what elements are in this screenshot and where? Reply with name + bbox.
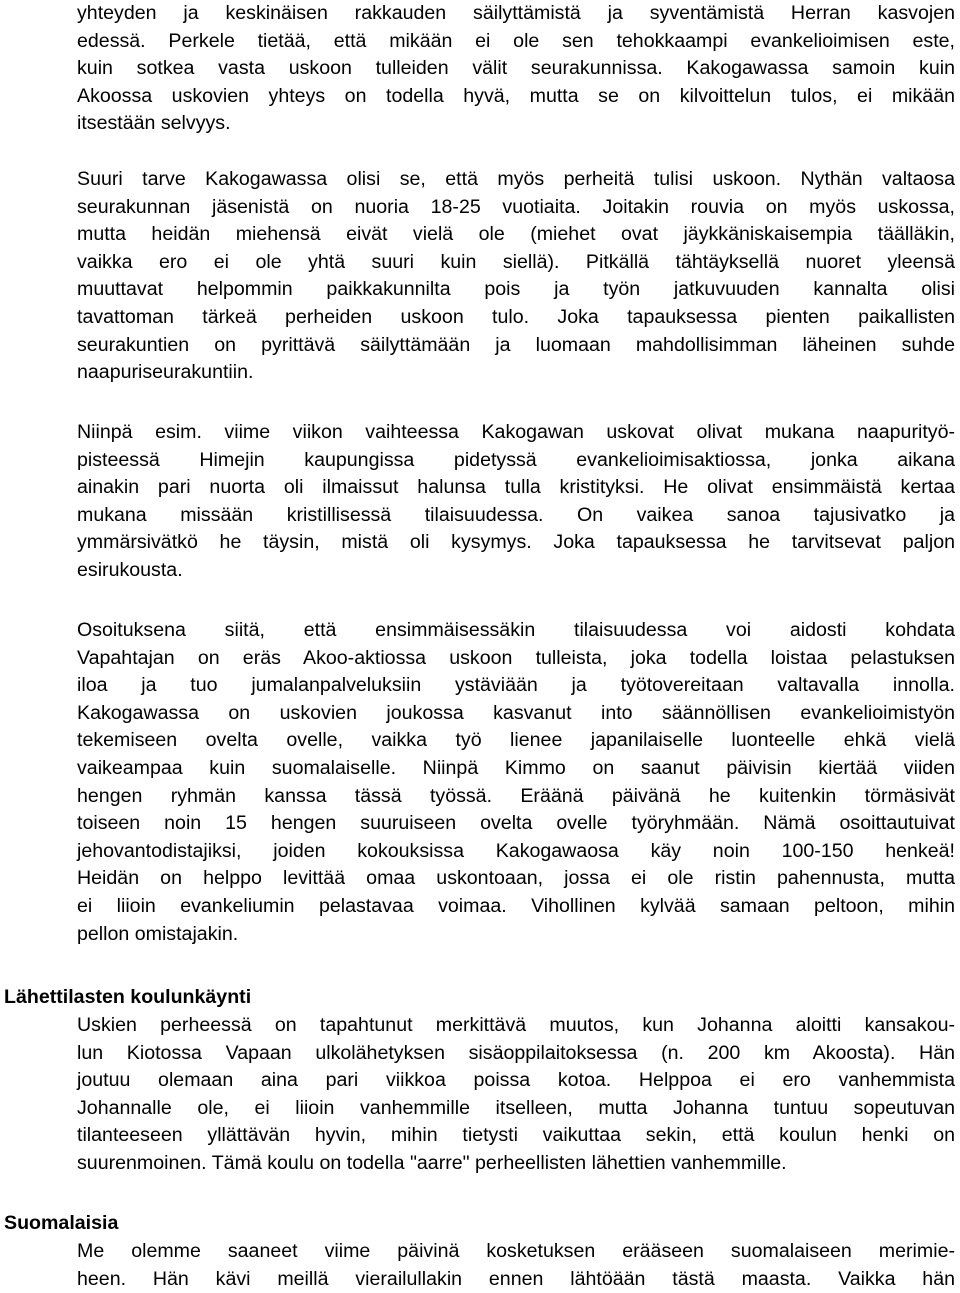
text-line: Heidän on helppo levittää omaa uskontoaan, jossa ei ole ristin pahennusta, mutta	[77, 867, 955, 890]
text-line: tilanteeseen yllättävän hyvin, mihin tietysti vaikuttaa sekin, että koulun henki on	[77, 1124, 955, 1147]
text-line: lun Kiotossa Vapaan ulkolähetyksen sisäoppilaitoksessa (n. 200 km Akoosta). Hän	[77, 1041, 955, 1064]
paragraph-himeji	[77, 419, 955, 585]
text-line: Akoossa uskovien yhteys on todella hyvä, mutta se on kilvoittelun tulos, ei mikään	[77, 84, 955, 107]
text-line: toiseen noin 15 hengen suuruiseen ovelta ovelle työryhmään. Nämä osoittautuivat	[77, 812, 955, 835]
text-line: suurenmoinen. Tämä koulu on todella "aarre" perheellisten lähettien vanhemmille.	[77, 1151, 787, 1174]
text-line: mutta heidän miehensä eivät vielä ole (miehet ovat jäykkäniskaisempia täälläkin,	[77, 223, 955, 246]
paragraph-evidence	[77, 617, 955, 948]
text-line: tekemiseen ovelta ovelle, vaikka työ lienee japanilaiselle luonteelle ehkä vielä	[77, 729, 955, 752]
text-line: joutuu olemaan aina pari viikkoa poissa kotoa. Helppoa ei ero vanhemmista	[77, 1069, 955, 1092]
text-line: ei liioin evankeliumin pelastavaa voimaa. Vihollinen kylvää samaan peltoon, mihin	[77, 894, 955, 917]
text-line: pellon omistajakin.	[77, 922, 239, 945]
text-line: jehovantodistajiksi, joiden kokouksissa Kakogawaosa käy noin 100-150 henkeä!	[77, 839, 955, 862]
text-line: pisteessä Himejin kaupungissa pidetyssä evankelioimisaktiossa, jonka aikana	[77, 448, 955, 471]
text-line: Niinpä esim. viime viikon vaihteessa Kakogawan uskovat olivat mukana naapurityö-	[77, 421, 955, 443]
text-line: Vapahtajan on eräs Akoo-aktiossa uskoon tulleista, joka todella loistaa pelastuksen	[77, 646, 955, 669]
text-line: Suuri tarve Kakogawassa olisi se, että myös perheitä tulisi uskoon. Nythän valtaosa	[77, 168, 955, 190]
text-line: Osoituksena siitä, että ensimmäisessäkin tilaisuudessa voi aidosti kohdata	[77, 619, 955, 641]
text-line: Me olemme saaneet viime päivinä kosketuksen erääseen suomalaiseen merimie-	[77, 1240, 955, 1262]
text-line: muuttavat helpommin paikkakunnilta pois ja työn jatkuvuuden kannalta olisi	[77, 278, 955, 301]
paragraph-schooling	[77, 1012, 955, 1178]
text-line: vaikka ero ei ole yhtä suuri kuin siellä). Pitkällä tähtäyksellä nuoret yleensä	[77, 250, 955, 273]
text-line: naapuriseurakuntiin.	[77, 361, 254, 384]
text-line: vaikeampaa kuin suomalaiselle. Niinpä Kimmo on saanut päivisin kiertää viiden	[77, 756, 955, 779]
text-line: mukana missään kristillisessä tilaisuudessa. On vaikea sanoa tajusivatko ja	[77, 503, 955, 526]
text-line: tavattoman tärkeä perheiden uskoon tulo. Joka tapauksessa pienten paikallisten	[77, 305, 955, 328]
text-line: Uskien perheessä on tapahtunut merkittävä muutos, kun Johanna aloitti kansakou-	[77, 1014, 955, 1036]
section-heading-missionary-schooling: Lähettilasten koulunkäynti	[4, 986, 252, 1008]
text-line: yhteyden ja keskinäisen rakkauden säilyttämistä ja syventämistä Herran kasvojen	[77, 2, 955, 24]
text-line: Kakogawassa on uskovien joukossa kasvanut into säännöllisen evankelioimistyön	[77, 701, 955, 724]
text-line: seurakuntien on pyrittävä säilyttämään ja luomaan mahdollisimman läheinen suhde	[77, 333, 955, 356]
text-line: itsestään selvyys.	[77, 112, 231, 135]
paragraph-fellowship	[77, 0, 955, 138]
text-line: Johannalle ole, ei liioin vanhemmille itselleen, mutta Johanna tuntuu sopeutuvan	[77, 1096, 955, 1119]
text-line: heen. Hän kävi meillä vierailullakin ennen lähtöään tästä maasta. Vaikka hän	[77, 1267, 955, 1290]
paragraph-finns	[77, 1238, 955, 1293]
text-line: iloa ja tuo jumalanpalveluksiin ystäviään ja työtovereitaan valtavalla innolla.	[77, 674, 955, 697]
text-line: edessä. Perkele tietää, että mikään ei ole sen tehokkaampi evankelioimisen este,	[77, 29, 955, 52]
text-line: esirukousta.	[77, 558, 183, 581]
text-line: seurakunnan jäsenistä on nuoria 18-25 vuotiaita. Joitakin rouvia on myös uskossa,	[77, 195, 955, 218]
text-line: ymmärsivätkö he täysin, mistä oli kysymys. Joka tapauksessa he tarvitsevat paljon	[77, 531, 955, 554]
section-heading-finns: Suomalaisia	[4, 1212, 119, 1234]
text-line: ainakin pari nuorta oli ilmaissut halunsa tulla kristityksi. He olivat ensimmäistä kertaa	[77, 476, 955, 499]
text-line: kuin sotkea vasta uskoon tulleiden välit seurakunnissa. Kakogawassa samoin kuin	[77, 57, 955, 80]
text-line: hengen ryhmän kanssa tässä työssä. Eräänä päivänä he kuitenkin törmäsivät	[77, 784, 955, 807]
paragraph-families	[77, 166, 955, 387]
